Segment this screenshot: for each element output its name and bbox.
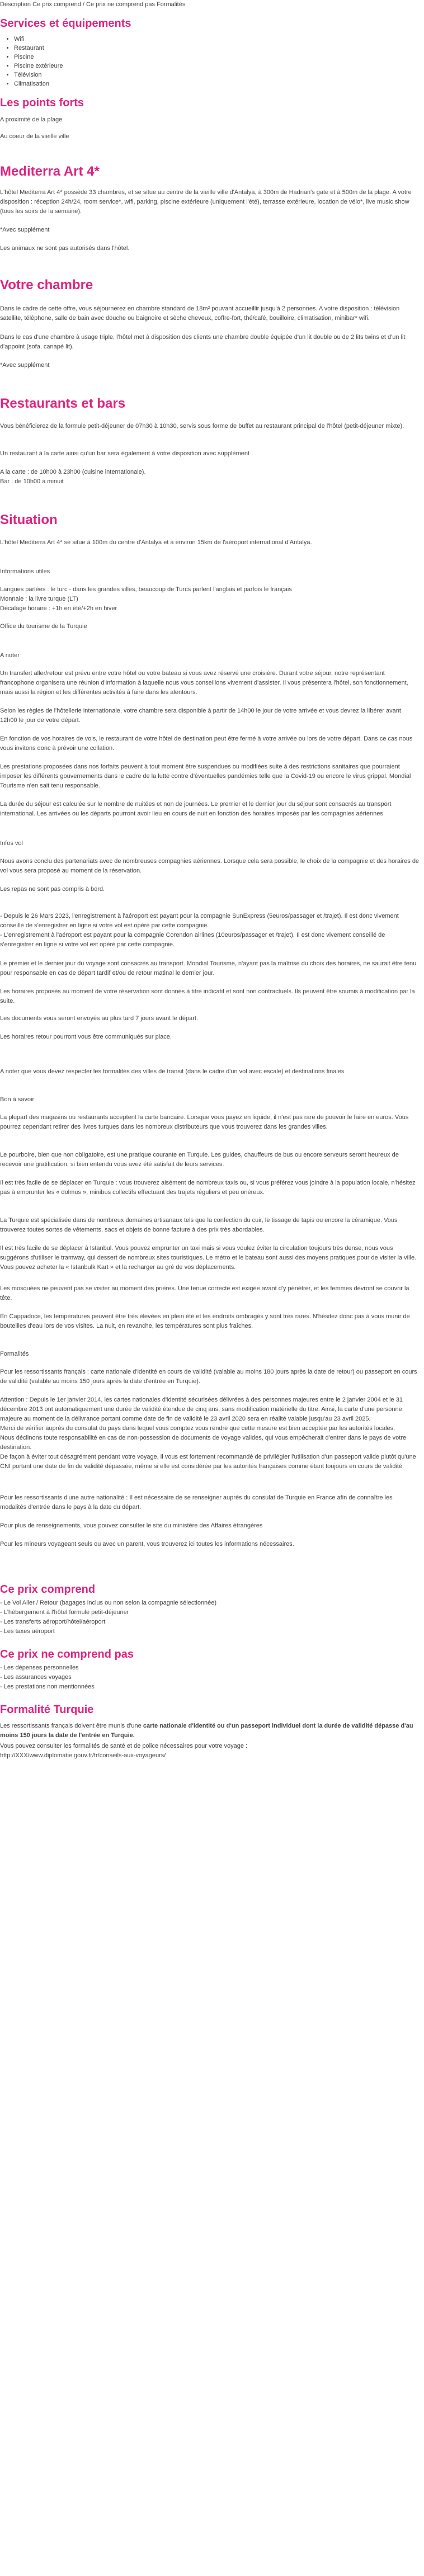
bon-savoir-paragraph: Il est très facile de se déplacer en Turquie : vous trouverez aisément de nombreux taxis ou, si vous préférez vous joindre à la population locale, n'hésitez pas à emprunter les « dolmus », minibus collectifs effectuant des trajets réguliers et peu onéreux. [0, 1180, 416, 1196]
points-forts-line: Au coeur de la vieille ville [0, 133, 69, 140]
ce-prix-comprend-line: - Les transferts aéroport/hôtel/aéroport [0, 1619, 106, 1625]
info-line: Monnaie : la livre turque (LT) [0, 596, 78, 602]
restaurants-heading: Restaurants et bars [0, 396, 126, 411]
info-line: Décalage horaire : +1h en été/+2h en hiver [0, 605, 117, 612]
ce-prix-ne-comprend-pas-line: - Les dépenses personnelles [0, 1664, 79, 1671]
ce-prix-comprend-line: - Les taxes aéroport [0, 1628, 55, 1635]
infos-vol-title: Infos vol [0, 840, 23, 847]
services-heading: Services et équipements [0, 17, 131, 30]
formalite-turquie-link[interactable]: http://XXX/www.diplomatie.gouv.fr/fr/conseils-aux-voyageurs/ [0, 1752, 166, 1759]
formalites-paragraph: Pour les ressortissants français : carte nationale d'identité en cours de validité (valable au moins 180 jours après la date de retour) ou passeport en cours de validité (valable au moins 150 jours après la date d'entrée en Turquie). [0, 1369, 417, 1385]
formalites-title: Formalités [0, 1351, 29, 1357]
infos-vol-paragraph: Les horaires proposés au moment de votre réservation sont donnés à titre indicatif et sont non contractuels. Ils peuvent être soumis à modification par la suite. [0, 988, 415, 1004]
formalite-turquie-heading: Formalité Turquie [0, 1704, 94, 1716]
bon-savoir-paragraph: Les mosquées ne peuvent pas se visiter au moment des prières. Une tenue correcte est exigée avant d'y pénétrer, et les femmes devront se couvrir la tête. [0, 1285, 409, 1301]
infos-vol-paragraph: Les documents vous seront envoyés au plus tard 7 jours avant le départ. [0, 1015, 199, 1022]
a-noter-paragraph: Un transfert aller/retour est prévu entre votre hôtel ou votre bateau si vous avez réservé une croisière. Durant votre séjour, notre représentant francophone organisera une réunion d'information à laquelle nous vous conseillons vivement d'assister. Il vous présentera l'hôtel, son fonctionnement, mais aussi la région et les différentes activités à faire dans les alentours. [0, 670, 408, 696]
bon-savoir-paragraph: En Cappadoce, les températures peuvent être très élevées en plein été et les endroits ombragés y sont très rares. N'hésitez donc pas à vous munir de bouteilles d'eau lors de vos visites. La nuit, en revanche, les températures sont plus fraîches. [0, 1313, 410, 1329]
infos-vol-paragraph: Les repas ne sont pas compris à bord. [0, 886, 105, 893]
a-noter-paragraph: La durée du séjour est calculée sur le nombre de nuitées et non de journées. Le premier et le dernier jour du séjour sont consacrés au transport international. Les arrivées ou les départs pourront avoir lieu en cours de nuit en fonction des horaires imposés par les compagnies aériennes [0, 801, 392, 817]
a-noter-title: A noter [0, 652, 20, 659]
formalite-turquie-bold: carte nationale d'identité ou d'un passeport individuel dont la durée de validité dépasse d'au moins 150 jours la date de l'entrée en Turquie. [0, 1723, 413, 1739]
ce-prix-comprend-line: - L'hébergement à l'hôtel formule petit-déjeuner [0, 1609, 129, 1616]
bon-savoir-title: Bon à savoir [0, 1096, 35, 1103]
restaurants-breakfast: Vous bénéficierez de la formule petit-déjeuner de 07h30 à 10h30, servis sous forme de buffet au restaurant principal de l'hôtel (petit-déjeuner mixte). [0, 423, 404, 430]
top-navigation-line: Description Ce prix comprend / Ce prix ne comprend pas Formalités [0, 1, 186, 8]
bon-savoir-paragraph: La plupart des magasins ou restaurants acceptent la carte bancaire. Lorsque vous payez en liquide, il n'est pas rare de pouvoir le faire en euros. Vous pourrez cependant retirer des livres turques dans les nombreux distributeurs que vous trouverez dans les grandes villes. [0, 1114, 409, 1130]
hotel-description: L'hôtel Mediterra Art 4* possède 33 chambres, et se situe au centre de la vieille ville d'Antalya, à 300m de Hadrian's gate et à 500m de la plage. A votre disposition : réception 24h/24, room service*, wifi, parking, piscine extérieure (uniquement l'été), terrasse extérieure, location de vélo*, live music show (tous les soirs de la semaine). [0, 189, 412, 215]
chambre-triple: Dans le cas d'une chambre à usage triple, l'hôtel met à disposition des clients une chambre double équipée d'un lit double ou de 2 lits twins et d'un lit d'appoint (sofa, canapé lit). [0, 334, 406, 350]
formalites-paragraph: Pour les ressortissants d'une autre nationalité : Il est nécessaire de se renseigner auprès du consulat de Turquie en France afin de connaître les modalités d'entrée dans le pays à la date du départ. [0, 1494, 393, 1511]
formalite-turquie-paragraph [0, 1721, 420, 1740]
bon-savoir-paragraph: Il est très facile de se déplacer à Istanbul. Vous pouvez emprunter un taxi mais si vous voulez éviter la circulation toujours très dense, nous vous suggérons d'utiliser le tramway, qui dessert de nombreux sites touristiques. Le métro et le bateau sont aussi des moyens pratiques pour de visiter la ville. Vous pouvez acheter la « Istanbulk Kart » et la recharger au gré de vos déplacements. [0, 1245, 417, 1271]
formalite-turquie-text: Les ressortissants français doivent être munis d'une [0, 1723, 143, 1729]
list-item: • Climatisation [14, 79, 63, 88]
hotel-note: *Avec supplément [0, 227, 50, 233]
formalites-paragraph: Pour les mineurs voyageant seuls ou avec un parent, vous trouverez ici toutes les informations nécessaires. [0, 1541, 294, 1548]
ce-prix-comprend-line: - Le Vol Aller / Retour (bagages inclus ou non selon la compagnie sélectionnée) [0, 1600, 217, 1606]
info-title: Informations utiles [0, 568, 50, 575]
info-line: Langues parlées : le turc - dans les grandes villes, beaucoup de Turcs parlent l'anglais et parfois le français [0, 586, 292, 593]
formalites-paragraph: Pour plus de renseignements, vous pouvez consulter le site du ministère des Affaires étrangères [0, 1522, 263, 1529]
a-noter-paragraph: En fonction de vos horaires de vols, le restaurant de votre hôtel de destination peut être fermé à votre arrivée ou lors de votre départ. Dans ce cas nous vous invitons donc à prévoir une collation. [0, 735, 413, 752]
ce-prix-ne-comprend-pas-heading: Ce prix ne comprend pas [0, 1648, 134, 1660]
formalite-turquie-paragraph: Vous pouvez consulter les formalités de santé et de police nécessaires pour votre voyage : [0, 1743, 248, 1749]
office-tourisme: Office du tourisme de la Turquie [0, 623, 87, 630]
chambre-description: Dans le cadre de cette offre, vous séjournerez en chambre standard de 18m² pouvant accueillir jusqu'à 2 personnes. A votre disposition : télévision satellite, téléphone, salle de bain avec douche ou baignoire et sèche cheveux, coffre-fort, thé/café, bouilloire, climatisation, minibar* wifi. [0, 305, 400, 322]
infos-vol-paragraph: Les horaires retour pourront vous être communiqués sur place. [0, 1034, 172, 1040]
a-noter-paragraph: Selon les règles de l'hôtellerie internationale, votre chambre sera disponible à partir de 14h00 le jour de votre arrivée et vous devrez la libérer avant 12h00 le jour de votre départ. [0, 707, 401, 724]
restaurants-extra: Un restaurant à la carte ainsi qu'un bar sera également à votre disposition avec supplément : [0, 450, 253, 457]
list-item: • Piscine extérieure [14, 62, 63, 70]
formalite-turquie-link-wrap [0, 1751, 420, 1761]
infos-vol-paragraph: A noter que vous devez respecter les formalités des villes de transit (dans le cadre d'un vol avec escale) et destinations finales [0, 1068, 345, 1075]
list-item: • Piscine [14, 53, 63, 62]
infos-vol-paragraph: Le premier et le dernier jour du voyage sont consacrés au transport. Mondial Tourisme, n'ayant pas la maîtrise du choix des horaires, ne saurait être tenu pour responsable en cas de départ tardif et/ou de retour matinal le dernier jour. [0, 960, 417, 976]
chambre-heading: Votre chambre [0, 277, 93, 292]
list-item: • Restaurant [14, 44, 63, 53]
formalites-paragraph: Attention : Depuis le 1er janvier 2014, les cartes nationales d'identité sécurisées délivrées à des personnes majeures entre le 2 janvier 2004 et le 31 décembre 2013 ont automatiquement une durée de validité étendue de cinq ans, sans modification matérielle du titre. Ainsi, la carte d'une personne majeure au moment de la délivrance portant comme date de fin de validité le 23 avril 2020 sera en réalité valable jusqu'au 23 avril 2025. Merci de vérifier auprès du consulat du pays dans lequel vous comptez vous rendre que cette mesure est bien acceptée par les autorités locales. Nous déclinons toute responsabilité en cas de non-possession de documents de voyage valides, qui vous empêcherait d'entrer dans le pays de votre destination. De façon à éviter tout désagrément pendant votre voyage, il vous est fortement recommandé de privilégier l'utilisation d'un passeport valide plutôt qu'une CNI portant une date de fin de validité dépassée, même si elle est considérée par les autorités françaises comme étant toujours en cours de validité. [0, 1396, 416, 1470]
services-list [14, 35, 63, 88]
hotel-heading: Mediterra Art 4* [0, 164, 100, 179]
chambre-note: *Avec supplément [0, 362, 50, 369]
infos-vol-paragraph: Nous avons conclu des partenariats avec de nombreuses compagnies aériennes. Lorsque cela sera possible, le choix de la compagnie et des horaires de vol vous sera proposé au moment de la réservation. [0, 858, 420, 874]
a-noter-paragraph: Les prestations proposées dans nos forfaits peuvent à tout moment être suspendues ou modifiées suite à des restrictions sanitaires que pourraient imposer les différents gouvernements dans le cadre de la lutte contre d'éventuelles pandémies telle que la Covid-19 ou encore le virus grippal. Mondial Tourisme n'en sait tenu responsable. [0, 763, 411, 789]
list-item: • Télévision [14, 70, 63, 79]
ce-prix-comprend-heading: Ce prix comprend [0, 1583, 96, 1596]
ce-prix-ne-comprend-pas-line: - Les assurances voyages [0, 1674, 72, 1681]
ce-prix-ne-comprend-pas-line: - Les prestations non mentionnées [0, 1683, 95, 1690]
restaurants-carte: A la carte : de 10h00 à 23h00 (cuisine internationale). [0, 469, 146, 475]
list-item: • Wifi [14, 35, 63, 44]
situation-heading: Situation [0, 512, 58, 527]
points-forts-line: A proximité de la plage [0, 116, 63, 123]
bon-savoir-paragraph: La Turquie est spécialisée dans de nombreux domaines artisanaux tels que la confection du cuir, le tissage de tapis ou encore la céramique. Vous trouverez toutes sortes de vêtements, sacs et objets de bonne facture à des prix très abordables. [0, 1217, 398, 1233]
hotel-animals-note: Les animaux ne sont pas autorisés dans l'hôtel. [0, 245, 130, 252]
infos-vol-paragraph: - Depuis le 26 Mars 2023, l'enregistrement à l'aéroport est payant pour la compagnie SunExpress (5euros/passager et /trajet). Il est donc vivement conseillé de s'enregistrer en ligne si votre vol est opéré par cette compagnie. - L'enregistrement à l'aéroport est payant pour la compagnie Corendon airlines (10euros/passager et /trajet). Il est donc vivement conseillé de s'enregistrer en ligne si votre vol est opéré par cette compagnie. [0, 913, 399, 948]
points-forts-heading: Les points forts [0, 97, 84, 109]
restaurants-bar: Bar : de 10h00 à minuit [0, 478, 64, 485]
bon-savoir-paragraph: Le pourboire, bien que non obligatoire, est une pratique courante en Turquie. Les guides, chauffeurs de bus ou encore serveurs seront heureux de recevoir une gratification, si bien entendu vous avez été satisfait de leurs services. [0, 1152, 399, 1168]
situation-text: L'hôtel Mediterra Art 4* se situe à 100m du centre d'Antalya et à environ 15km de l'aéroport international d'Antalya. [0, 539, 312, 546]
